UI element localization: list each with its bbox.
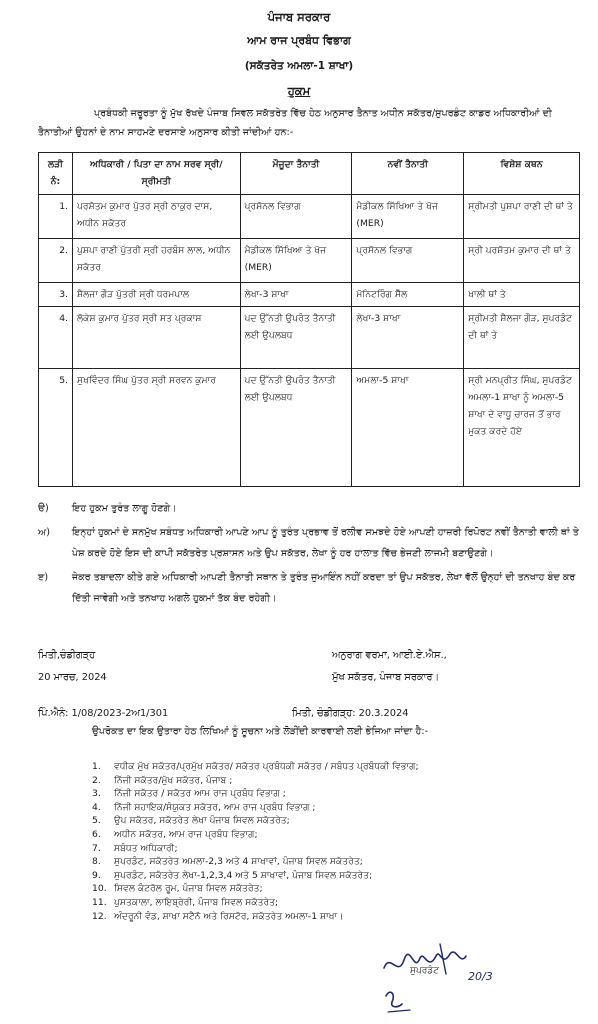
cell-new-posting: ਮੈਡੀਕਲ ਸਿੱਖਿਆ ਤੇ ਖੋਜ (MER) [352, 195, 464, 239]
endorsement-reference: ਪਿੰ.ਐਨੰ: 1/08/2023-2ਅ1/301 [38, 708, 169, 719]
clause-text: ਜੇਕਰ ਤਬਾਦਲਾ ਕੀਤੇ ਗਏ ਅਧਿਕਾਰੀ ਆਪਣੀ ਤੈਨਾਤੀ ਸਥਾਨ ਤੇ ਤੁਰੰਤ ਜੁਆਇੰਨ ਨਹੀਂ ਕਰਦਾ ਤਾਂ ਉਪ ਸਕੱਤਰ, ਲੇਖਾ ਵੱਲੋਂ ਉਨ੍ਹਾਂ ਦੀ ਤਨਖਾਹ ਬੰਦ ਕਰ ਦਿੱਤੀ ਜਾਵੇਗੀ ਅਤੇ ਤਨਖਾਹ ਅਗਲੇ ਹੁਕਮਾਂ ਤੱਕ ਬੰਦ ਰਹੇਗੀ। [72, 572, 576, 604]
col-header-new-posting: ਨਵੀਂ ਤੈਨਾਤੀ [352, 153, 464, 195]
list-item: 7. ਸਬੰਧਤ ਅਧਿਕਾਰੀ; [92, 842, 178, 854]
clause-marker: ੳ) [38, 503, 49, 514]
cell-remarks: ਸ੍ਰੀਮਤੀ ਪੁਸ਼ਪਾ ਰਾਣੀ ਦੀ ਥਾਂ ਤੇ [464, 195, 580, 239]
endorsement-date: ਮਿਤੀ, ਚੰਡੀਗੜ੍ਹ: 20.3.2024 [292, 708, 409, 719]
clause-a [38, 498, 583, 519]
table-row [39, 307, 580, 369]
cell-current-posting: ਪ੍ਰਸੋਨਲ ਵਿਭਾਗ [240, 195, 352, 239]
cell-officer: ਲੋਕੇਸ਼ ਕੁਮਾਰ ਪੁੱਤਰ ਸ੍ਰੀ ਸਤ ਪ੍ਰਕਾਸ਼ [72, 307, 240, 369]
cell-new-posting: ਲੇਖਾ-3 ਸ਼ਾਖਾ [352, 307, 464, 369]
handwritten-signature [380, 938, 520, 1018]
cell-new-posting: ਪ੍ਰਸੋਨਲ ਵਿਭਾਗ [352, 239, 464, 283]
list-item: 8. ਸੁਪਰਡੰਟ, ਸਕੱਤਰੇਤ ਅਮਲਾ-2,3 ਅਤੇ 4 ਸ਼ਾਖਾਵਾਂ, ਪੰਜਾਬ ਸਿਵਲ ਸਕੱਤਰੇਤ; [92, 856, 363, 868]
col-header-current-posting: ਮੌਜੂਦਾ ਤੈਨਾਤੀ [240, 153, 352, 195]
intro-paragraph: ਪ੍ਰਬੰਧਕੀ ਜਰੂਰਤਾ ਨੂੰ ਮੁੱਖ ਰੱਖਦੇ ਪੰਜਾਬ ਸਿਵਲ ਸਕੱਤਰੇਤ ਵਿੱਚ ਹੇਠ ਅਨੁਸਾਰ ਤੈਨਾਤ ਅਧੀਨ ਸਕੱਤਰ/ਸੁਪਰਡੰਟ ਕਾਡਰ ਅਧਿਕਾਰੀਆਂ ਦੀ ਤੈਨਾਤੀਆਂ ਉਹਨਾਂ ਦੇ ਨਾਮ ਸਾਹਮਣੇ ਦਰਸਾਏ ਅਨੁਸਾਰ ਕੀਤੀ ਜਾਂਦੀਆਂ ਹਨ:- [38, 108, 552, 138]
list-item: 9. ਸੁਪਰਡੰਟ, ਸਕੱਤਰੇਤ ਲੇਖਾ-1,2,3,4 ਅਤੇ 5 ਸ਼ਾਖਾਵਾਂ, ਪੰਜਾਬ ਸਿਵਲ ਸਕੱਤਰੇਤ; [92, 869, 373, 881]
clause-text: ਇਹ ਹੁਕਮ ਤੁਰੰਤ ਲਾਗੂ ਹੋਣਗੇ। [72, 503, 177, 514]
clause-marker: ੲ) [38, 572, 49, 583]
signatory-name: ਅਨੁਰਾਗ ਵਰਮਾ, ਆਈ.ਏ.ਐਸ., [332, 650, 447, 661]
place-label: ਮਿਤੀ,ਚੰਡੀਗੜ੍ਹ [38, 650, 96, 661]
cell-current-posting: ਲੇਖਾ-3 ਸ਼ਾਖਾ [240, 283, 352, 307]
clause-c [38, 567, 583, 609]
list-item: 10. ਸਿਵਲ ਕੰਟਰੋਲ ਰੂਮ, ਪੰਜਾਬ ਸਿਵਲ ਸਕੱਤਰੇਤ; [92, 883, 263, 895]
order-date: 20 ਮਾਰਚ, 2024 [38, 672, 107, 683]
signature-date-mark: 20/3 [468, 970, 493, 983]
order-clauses [38, 498, 583, 609]
col-header-officer: ਅਧਿਕਾਰੀ / ਪਿਤਾ ਦਾ ਨਾਮ ਸਰਵ ਸ੍ਰੀ/ਸ੍ਰੀਮਤੀ [72, 153, 240, 195]
signatory-designation: ਮੁੱਖ ਸਕੱਤਰ, ਪੰਜਾਬ ਸਰਕਾਰ। [332, 672, 440, 683]
list-item: 3. ਨਿੱਜੀ ਸਕੱਤਰ / ਸਕੱਤਰ ਆਮ ਰਾਜ ਪ੍ਰਬੰਧ ਵਿਭਾਗ ; [92, 788, 286, 800]
col-header-serial: ਲੜੀ ਨੰ: [39, 153, 73, 195]
distribution-list [92, 760, 572, 923]
list-item: 1. ਵਧੀਕ ਮੁੱਖ ਸਕੱਤਰ/ਪ੍ਰਮੁੱਖ ਸਕੱਤਰ/ ਸਕੱਤਰ ਪ੍ਰਬੰਧਕੀ ਸਕੱਤਰ / ਸਬੰਧਤ ਪ੍ਰਬੰਧਕੀ ਵਿਭਾਗ; [92, 761, 419, 772]
table-row [39, 369, 580, 487]
forwarding-text: ਉਪਰੋਕਤ ਦਾ ਇਕ ਉਤਾਰਾ ਹੇਠ ਲਿਖਿਆਂ ਨੂੰ ਸੂਚਨਾ ਅਤੇ ਲੋੜੀਂਦੀ ਕਾਰਵਾਈ ਲਈ ਭੇਜਿਆ ਜਾਂਦਾ ਹੈ:- [92, 726, 429, 737]
cell-current-posting: ਮੈਡੀਕਲ ਸਿੱਖਿਆ ਤੇ ਖੋਜ (MER) [240, 239, 352, 283]
clause-marker: ਅ) [38, 527, 50, 538]
cell-serial: 2. [39, 239, 73, 283]
cell-serial: 4. [39, 307, 73, 369]
cell-remarks: ਖਾਲੀ ਥਾਂ ਤੇ [464, 283, 580, 307]
cell-remarks: ਸ੍ਰੀਮਤੀ ਸ਼ੈਲਜਾ ਗੌੜ, ਸੁਪਰਡੰਟ ਦੀ ਥਾਂ ਤੇ [464, 307, 580, 369]
list-item: 6. ਅਧੀਨ ਸਕੱਤਰ, ਆਮ ਰਾਜ ਪ੍ਰਬੰਧ ਵਿਭਾਗ; [92, 828, 258, 840]
department-title: ਆਮ ਰਾਜ ਪ੍ਰਬੰਧ ਵਿਭਾਗ [247, 34, 351, 47]
cell-remarks: ਸ੍ਰੀ ਪਰਸ਼ੋਤਮ ਕੁਮਾਰ ਦੀ ਥਾਂ ਤੇ [464, 239, 580, 283]
cell-current-posting: ਪਦ ਉੱਨਤੀ ਉਪਰੰਤ ਤੈਨਾਤੀ ਲਈ ਉਪਲਬਧ [240, 369, 352, 487]
government-title: ਪੰਜਾਬ ਸਰਕਾਰ [267, 10, 331, 24]
list-item: 4. ਨਿੱਜੀ ਸਹਾਇਕ/ਸੰਯੁਕਤ ਸਕੱਤਰ, ਆਮ ਰਾਜ ਪ੍ਰਬੰਧ ਵਿਭਾਗ ; [92, 801, 316, 813]
cell-current-posting: ਪਦ ਉੱਨਤੀ ਉਪਰੰਤ ਤੈਨਾਤੀ ਲਈ ਉਪਲਬਧ [240, 307, 352, 369]
postings-table [38, 152, 580, 487]
cell-officer: ਪਰਸ਼ੋਤਮ ਕੁਮਾਰ ਪੁੱਤਰ ਸ੍ਰੀ ਠਾਕੁਰ ਦਾਸ, ਅਧੀਨ ਸਕੱਤਰ [72, 195, 240, 239]
clause-b [38, 522, 583, 564]
col-header-remarks: ਵਿਸ਼ੇਸ਼ ਕਥਨ [464, 153, 580, 195]
cell-officer: ਸੁਖਵਿੰਦਰ ਸਿੰਘ ਪੁੱਤਰ ਸ੍ਰੀ ਸਰਵਨ ਕੁਮਾਰ [72, 369, 240, 487]
cell-officer: ਸ਼ੈਲਜਾ ਗੌੜ ਪੁੱਤਰੀ ਸ੍ਰੀ ਧਰਮਪਾਲ [72, 283, 240, 307]
cell-new-posting: ਮੋਨਿਟਰਿੰਗ ਸੈੱਲ [352, 283, 464, 307]
table-row [39, 195, 580, 239]
table-row [39, 239, 580, 283]
list-item: 11. ਪੁਸਤਕਾਲਾ, ਲਾਇਬ੍ਰੇਰੀ, ਪੰਜਾਬ ਸਿਵਲ ਸਕੱਤਰੇਤ; [92, 896, 279, 908]
cell-remarks: ਸ੍ਰੀ ਮਨਪ੍ਰੀਤ ਸਿੰਘ, ਸੁਪਰਡੰਟ ਅਮਲਾ-1 ਸ਼ਾਖਾ ਨੂੰ ਅਮਲਾ-5 ਸ਼ਾਖਾ ਦੇ ਵਾਧੂ ਚਾਰਜ ਤੋਂ ਭਾਰ ਮੁਕਤ ਕਰਦੇ ਹੋਏ [464, 369, 580, 487]
list-item: 5. ਉਪ ਸਕੱਤਰ, ਸਕੱਤਰੇਤ ਲੇਖਾ ਪੰਜਾਬ ਸਿਵਲ ਸਕੱਤਰੇਤ; [92, 815, 290, 827]
cell-serial: 3. [39, 283, 73, 307]
list-item: 2. ਨਿੱਜੀ ਸਕੱਤਰ/ਮੁੱਖ ਸਕੱਤਰ, ਪੰਜਾਬ ; [92, 774, 233, 786]
clause-text: ਇਨ੍ਹਾਂ ਹੁਕਮਾਂ ਦੇ ਸਨਮੁੱਖ ਸਬੰਧਤ ਅਧਿਕਾਰੀ ਆਪਣੇ ਆਪ ਨੂੰ ਤੁਰੰਤ ਪ੍ਰਭਾਵ ਤੋਂ ਰਲੀਵ ਸਮਝਦੇ ਹੋਏ ਆਪਣੀ ਹਾਜ਼ਰੀ ਰਿਪੋਰਟ ਨਵੀਂ ਤੈਨਾਤੀ ਵਾਲੀ ਥਾਂ ਤੇ ਪੇਸ਼ ਕਰਦੇ ਹੋਏ ਇਸ ਦੀ ਕਾਪੀ ਸਕੱਤਰੇਤ ਪ੍ਰਸ਼ਾਸਨ ਅਤੇ ਉਪ ਸਕੱਤਰ, ਲੇਖਾ ਨੂੰ ਹਰ ਹਾਲਾਤ ਵਿੱਚ ਭੇਜਣੀ ਲਾਜਮੀ ਬਣਾਉਣਗੇ। [72, 527, 579, 559]
signature-title: ਸੁਪਰਡੰਟ [410, 966, 439, 976]
cell-serial: 5. [39, 369, 73, 487]
cell-new-posting: ਅਮਲਾ-5 ਸ਼ਾਖਾ [352, 369, 464, 487]
branch-title: (ਸਕੱਤਰੇਤ ਅਮਲਾ-1 ਸ਼ਾਖਾ) [244, 60, 354, 72]
cell-serial: 1. [39, 195, 73, 239]
order-heading: ਹੁਕਮ [287, 84, 311, 98]
table-header-row [39, 153, 580, 195]
table-row [39, 283, 580, 307]
cell-officer: ਪੁਸ਼ਪਾ ਰਾਣੀ ਪੁੱਤਰੀ ਸ੍ਰੀ ਹਰਬੰਸ ਲਾਲ, ਅਧੀਨ ਸਕੱਤਰ [72, 239, 240, 283]
list-item: 12. ਅੰਦਰੂਨੀ ਵੰਡ, ਸ਼ਾਖਾ ਸਟੈਨੋ ਅਤੇ ਰਿਸਟੋਰ, ਸਕੱਤਰੇਤ ਅਮਲਾ-1 ਸ਼ਾਖਾ। [92, 910, 344, 922]
